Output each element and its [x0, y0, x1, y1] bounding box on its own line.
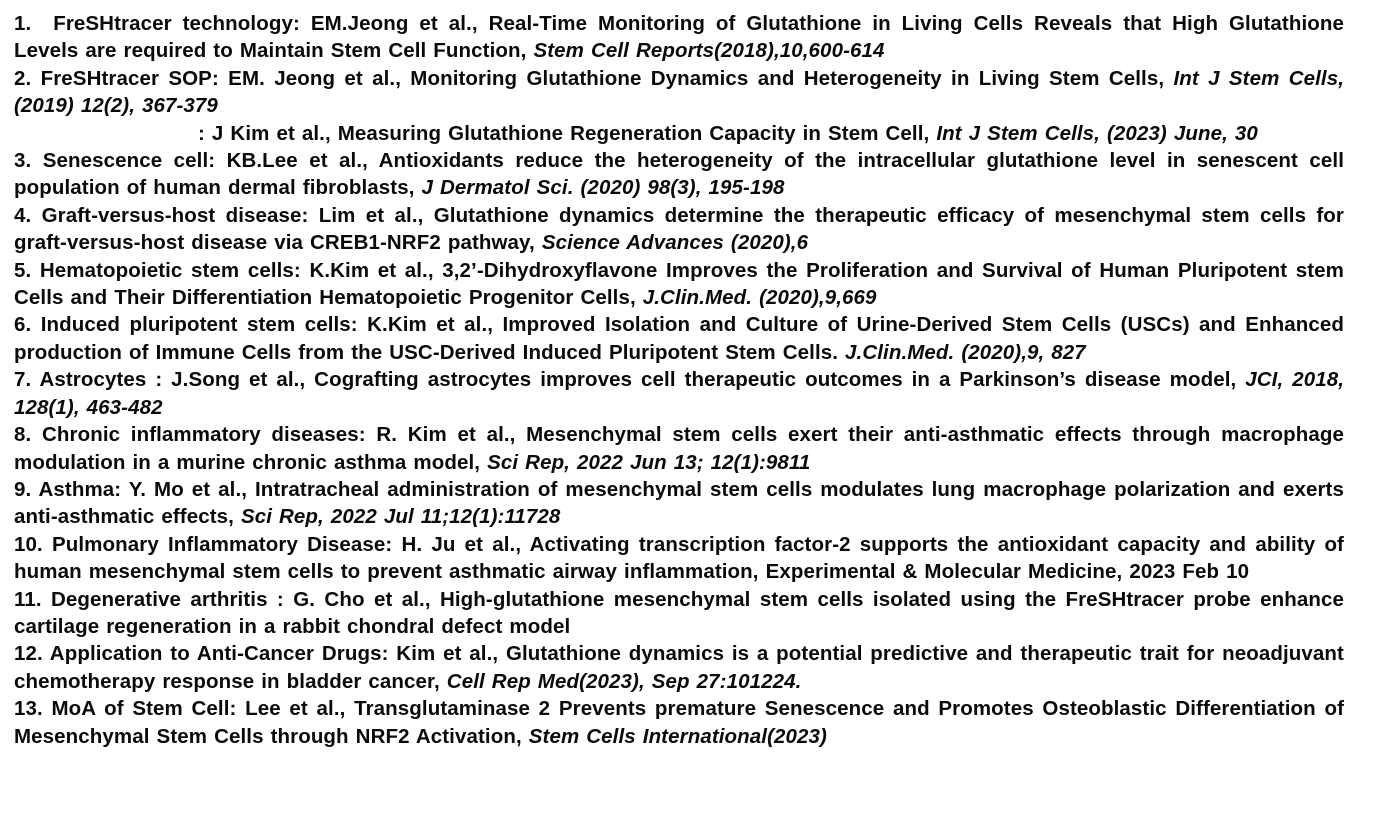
- reference-2: [14, 65, 1344, 120]
- reference-10: [14, 531, 1344, 586]
- reference-citation: Stem Cells International(2023): [528, 724, 827, 748]
- reference-text: 2. FreSHtracer SOP: EM. Jeong et al., Monitoring Glutathione Dynamics and Heterogeneity in Living Stem Cells,: [14, 66, 1165, 90]
- reference-citation: Int J Stem Cells, (2019) 12(2), 367-379: [14, 66, 1345, 118]
- reference-text: 11. Degenerative arthritis : G. Cho et al., High-glutathione mesenchymal stem cells isolated using the FreSHtracer probe enhance cartilage regeneration in a rabbit chondral defect model: [14, 587, 1344, 638]
- reference-7: [14, 366, 1344, 421]
- reference-text: 1. FreSHtracer technology: EM.Jeong et al., Real-Time Monitoring of Glutathione in Living Cells Reveals that High Glutathione Levels are required to Maintain Stem Cell Function,: [14, 12, 1344, 63]
- reference-citation: J Dermatol Sci. (2020) 98(3), 195-198: [421, 176, 785, 200]
- reference-citation: JCI, 2018, 128(1), 463-482: [14, 368, 1344, 419]
- reference-citation: Stem Cell Reports(2018),10,600-614: [533, 39, 885, 63]
- reference-text: 4. Graft-versus-host disease: Lim et al., Glutathione dynamics determine the therapeutic efficacy of mesenchymal stem cells for graft-versus-host disease via CREB1-NRF2 pathway,: [14, 203, 1344, 255]
- reference-8: [14, 421, 1344, 476]
- reference-text: 7. Astrocytes : J.Song et al., Cografting astrocytes improves cell therapeutic outcomes in a Parkinson’s disease model,: [14, 368, 1237, 392]
- reference-3: [14, 147, 1344, 202]
- reference-text: 12. Application to Anti-Cancer Drugs: Kim et al., Glutathione dynamics is a potential predictive and therapeutic trait for neoadjuvant chemotherapy response in bladder cancer,: [14, 642, 1344, 693]
- reference-text: 5. Hematopoietic stem cells: K.Kim et al., 3,2’-Dihydroxyflavone Improves the Proliferation and Survival of Human Pluripotent stem Cells and Their Differentiation Hematopoietic Progenitor Cells,: [14, 258, 1344, 310]
- reference-citation: Sci Rep, 2022 Jun 13; 12(1):9811: [487, 450, 811, 474]
- reference-text: 10. Pulmonary Inflammatory Disease: H. Ju et al., Activating transcription factor-2 supports the antioxidant capacity and ability of human mesenchymal stem cells to prevent asthmatic airway inflammation, Experimental & Molecular Medicine, 2023 Feb 10: [14, 532, 1344, 584]
- reference-9: [14, 476, 1344, 531]
- reference-citation: Cell Rep Med(2023), Sep 27:101224.: [446, 669, 802, 693]
- reference-text: 3. Senescence cell: KB.Lee et al., Antioxidants reduce the heterogeneity of the intracellular glutathione level in senescent cell population of human dermal fibroblasts,: [14, 149, 1344, 200]
- reference-text: 6. Induced pluripotent stem cells: K.Kim et al., Improved Isolation and Culture of Urine-Derived Stem Cells (USCs) and Enhanced production of Immune Cells from the USC-Derived Induced Pluripotent Stem Cells.: [14, 313, 1344, 364]
- reference-2-continuation: [14, 120, 1344, 147]
- reference-6: [14, 311, 1344, 366]
- reference-13: [14, 695, 1344, 750]
- reference-1: [14, 10, 1344, 65]
- reference-text: 13. MoA of Stem Cell: Lee et al., Transglutaminase 2 Prevents premature Senescence and Promotes Osteoblastic Differentiation of Mesenchymal Stem Cells through NRF2 Activation,: [14, 697, 1344, 748]
- reference-11: [14, 586, 1344, 641]
- reference-citation: Sci Rep, 2022 Jul 11;12(1):11728: [240, 505, 561, 529]
- reference-citation: J.Clin.Med. (2020),9,669: [642, 286, 877, 310]
- reference-5: [14, 257, 1344, 312]
- reference-text: 8. Chronic inflammatory diseases: R. Kim et al., Mesenchymal stem cells exert their anti-asthmatic effects through macrophage modulation in a murine chronic asthma model,: [14, 423, 1344, 474]
- reference-citation: Science Advances (2020),6: [541, 231, 809, 255]
- reference-citation: Int J Stem Cells, (2023) June, 30: [936, 121, 1258, 145]
- reference-text: : J Kim et al., Measuring Glutathione Regeneration Capacity in Stem Cell,: [198, 121, 930, 145]
- reference-4: [14, 202, 1344, 257]
- reference-text: 9. Asthma: Y. Mo et al., Intratracheal administration of mesenchymal stem cells modulates lung macrophage polarization and exerts anti-asthmatic effects,: [14, 477, 1344, 529]
- reference-citation: J.Clin.Med. (2020),9, 827: [845, 340, 1086, 364]
- reference-12: [14, 640, 1344, 695]
